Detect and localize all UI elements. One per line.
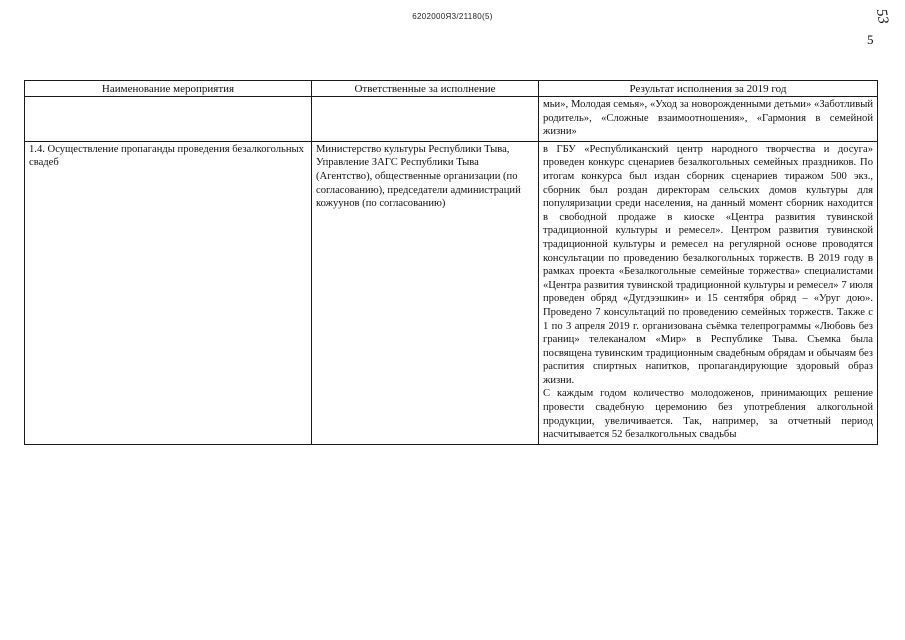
table-row	[25, 97, 878, 142]
table-header-row	[25, 81, 878, 97]
result-cell	[539, 141, 878, 444]
events-table	[24, 80, 878, 445]
column-header-event: Наименование мероприятия	[25, 81, 312, 97]
result-paragraph: в ГБУ «Республиканский центр народного творчества и досуга» проведен конкурс сценариев безалкогольных семейных праздников. По итогам конкурса был издан сборник сценариев тиражом 500 экз., сборник был роздан директорам сельских домов культуры для популяризации среди населения, на данный момент сборник находится в свободной продаже в киоске «Центра развития тувинской традиционной культуры и ремесел». Центром развития тувинской традиционной культуры и ремесел на регулярной основе проводятся консультации по проведению безалкогольных торжеств. В 2019 году в рамках проекта «Безалкогольные семейные торжества» специалистами «Центра развития тувинской традиционной культуры и ремесел» 7 июля проведен обряд «Дугдээшкин» и 15 сентября обряд – «Уруг дою». Проведено 7 консультаций по проведению семейных торжеств. Также с 1 по 3 апреля 2019 г. организована съёмка телепрограммы «Любовь без границ» телеканалом «Мир» в Республике Тыва. Съемка была посвящена тувинским традиционным свадебным обрядам и обычаям без распития спиртных напитков, пропагандирующие здоровый образ жизни.	[543, 143, 873, 386]
column-header-result: Результат исполнения за 2019 год	[539, 81, 878, 97]
table-row	[25, 141, 878, 444]
responsible-cell: Министерство культуры Республики Тыва, Управление ЗАГС Республики Тыва (Агентство), общественные организации (по согласованию), председатели администраций кожуунов (по согласованию)	[312, 141, 539, 444]
responsible-cell	[312, 97, 539, 142]
handwritten-page-mark: 53	[872, 7, 892, 26]
event-cell	[25, 97, 312, 142]
document-id: 6202000Я3/21180(5)	[412, 12, 493, 21]
event-cell: 1.4. Осуществление пропаганды проведения безалкогольных свадеб	[25, 141, 312, 444]
result-cell	[539, 97, 878, 142]
result-paragraph: мьи», Молодая семья», «Уход за новорожденными детьми» «Заботливый родитель», «Сложные взаимоотношения», «Гармония в семейной жизни»	[543, 99, 873, 138]
column-header-responsible: Ответственные за исполнение	[312, 81, 539, 97]
page-number: 5	[867, 32, 874, 47]
result-paragraph: С каждым годом количество молодоженов, принимающих решение провести свадебную церемонию без употребления алкогольной продукции, увеличивается. Так, например, за отчетный период насчитывается 52 безалкогольных свадьбы	[543, 388, 873, 441]
